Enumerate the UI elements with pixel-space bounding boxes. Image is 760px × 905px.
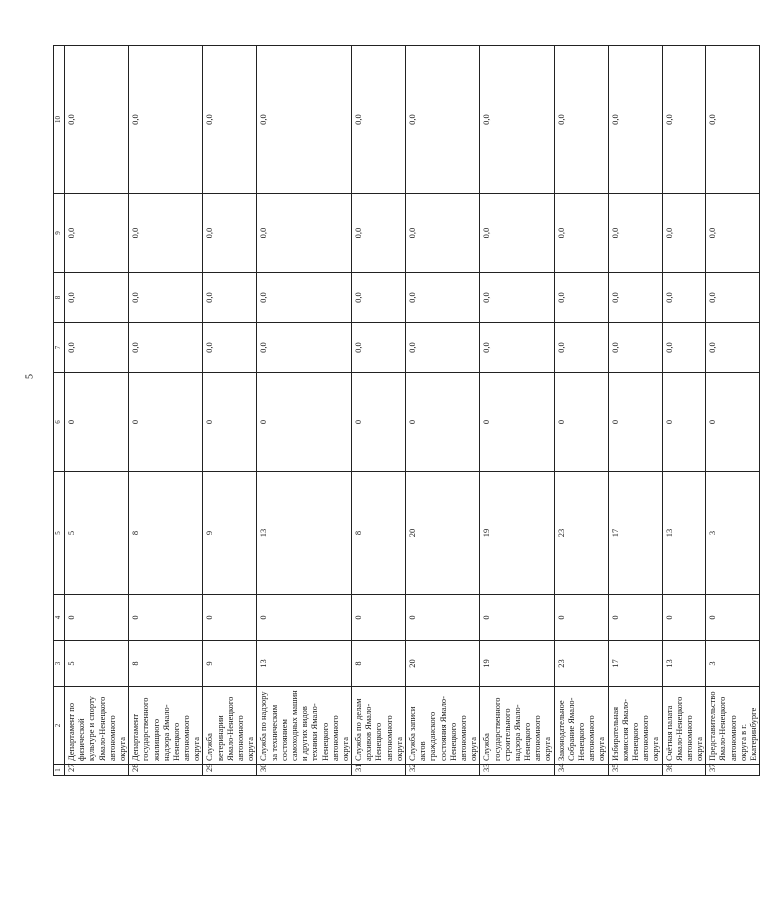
value-col-9: 0,0 bbox=[257, 194, 352, 273]
column-header: 4 bbox=[54, 595, 65, 641]
value-col-3: 9 bbox=[203, 641, 257, 687]
value-col-8: 0,0 bbox=[554, 273, 608, 323]
value-col-7: 0,0 bbox=[129, 323, 203, 373]
row-number: 35 bbox=[608, 765, 662, 776]
row-number: 34 bbox=[554, 765, 608, 776]
value-col-10: 0,0 bbox=[129, 46, 203, 194]
row-number: 33 bbox=[480, 765, 554, 776]
column-header: 8 bbox=[54, 273, 65, 323]
column-header: 7 bbox=[54, 323, 65, 373]
value-col-8: 0,0 bbox=[406, 273, 480, 323]
value-col-8: 0,0 bbox=[257, 273, 352, 323]
value-col-3: 3 bbox=[706, 641, 760, 687]
value-col-3: 13 bbox=[662, 641, 706, 687]
value-col-4: 0 bbox=[608, 595, 662, 641]
table-row bbox=[706, 46, 760, 776]
value-col-7: 0,0 bbox=[352, 323, 406, 373]
value-col-9: 0,0 bbox=[706, 194, 760, 273]
value-col-9: 0,0 bbox=[203, 194, 257, 273]
organization-name: Избирательная комиссия Ямало-Ненецкого автономного округа bbox=[608, 687, 662, 765]
value-col-7: 0,0 bbox=[257, 323, 352, 373]
organization-name: Служба по делам архивов Ямало-Ненецкого автономного округа bbox=[352, 687, 406, 765]
value-col-7: 0,0 bbox=[203, 323, 257, 373]
value-col-7: 0,0 bbox=[706, 323, 760, 373]
row-number: 27 bbox=[65, 765, 129, 776]
value-col-7: 0,0 bbox=[554, 323, 608, 373]
value-col-5: 23 bbox=[554, 472, 608, 595]
page-number: 5 bbox=[24, 374, 36, 379]
value-col-9: 0,0 bbox=[554, 194, 608, 273]
value-col-7: 0,0 bbox=[480, 323, 554, 373]
value-col-3: 5 bbox=[65, 641, 129, 687]
value-col-6: 0 bbox=[480, 373, 554, 472]
value-col-3: 8 bbox=[129, 641, 203, 687]
value-col-9: 0,0 bbox=[65, 194, 129, 273]
value-col-8: 0,0 bbox=[480, 273, 554, 323]
value-col-8: 0,0 bbox=[706, 273, 760, 323]
value-col-7: 0,0 bbox=[406, 323, 480, 373]
value-col-3: 13 bbox=[257, 641, 352, 687]
value-col-9: 0,0 bbox=[129, 194, 203, 273]
value-col-8: 0,0 bbox=[65, 273, 129, 323]
table-row bbox=[662, 46, 706, 776]
row-number: 28 bbox=[129, 765, 203, 776]
value-col-10: 0,0 bbox=[706, 46, 760, 194]
value-col-8: 0,0 bbox=[129, 273, 203, 323]
value-col-8: 0,0 bbox=[662, 273, 706, 323]
value-col-4: 0 bbox=[480, 595, 554, 641]
organization-name: Департамент государственного жилищного надзора Ямало-Ненецкого автономного округа bbox=[129, 687, 203, 765]
row-number: 30 bbox=[257, 765, 352, 776]
value-col-10: 0,0 bbox=[203, 46, 257, 194]
value-col-3: 19 bbox=[480, 641, 554, 687]
value-col-6: 0 bbox=[608, 373, 662, 472]
value-col-6: 0 bbox=[554, 373, 608, 472]
value-col-9: 0,0 bbox=[608, 194, 662, 273]
value-col-4: 0 bbox=[662, 595, 706, 641]
table-row bbox=[352, 46, 406, 776]
table-row bbox=[608, 46, 662, 776]
value-col-5: 20 bbox=[406, 472, 480, 595]
value-col-5: 3 bbox=[706, 472, 760, 595]
value-col-5: 8 bbox=[352, 472, 406, 595]
row-number: 36 bbox=[662, 765, 706, 776]
value-col-6: 0 bbox=[352, 373, 406, 472]
value-col-10: 0,0 bbox=[554, 46, 608, 194]
value-col-6: 0 bbox=[65, 373, 129, 472]
column-header: 9 bbox=[54, 194, 65, 273]
value-col-7: 0,0 bbox=[608, 323, 662, 373]
organization-name: Законодательное Собрание Ямало-Ненецкого автономного округа bbox=[554, 687, 608, 765]
table-row bbox=[480, 46, 554, 776]
organization-name: Служба ветеринарии Ямало-Ненецкого автономного округа bbox=[203, 687, 257, 765]
value-col-6: 0 bbox=[662, 373, 706, 472]
value-col-6: 0 bbox=[406, 373, 480, 472]
value-col-4: 0 bbox=[203, 595, 257, 641]
value-col-5: 17 bbox=[608, 472, 662, 595]
column-header: 2 bbox=[54, 687, 65, 765]
value-col-10: 0,0 bbox=[662, 46, 706, 194]
row-number: 31 bbox=[352, 765, 406, 776]
organization-name: Счётная палата Ямало-Ненецкого автономного округа bbox=[662, 687, 706, 765]
value-col-4: 0 bbox=[352, 595, 406, 641]
organization-name: Представительство Ямало-Ненецкого автономного округа в г. Екатеринбурге bbox=[706, 687, 760, 765]
value-col-5: 13 bbox=[257, 472, 352, 595]
column-number-row bbox=[54, 46, 65, 776]
organization-name: Служба по надзору за техническим состоянием самоходных машин и других видов техники Ямало-Ненецкого автономного округа bbox=[257, 687, 352, 765]
value-col-3: 8 bbox=[352, 641, 406, 687]
value-col-6: 0 bbox=[129, 373, 203, 472]
value-col-3: 17 bbox=[608, 641, 662, 687]
value-col-10: 0,0 bbox=[608, 46, 662, 194]
value-col-8: 0,0 bbox=[203, 273, 257, 323]
row-number: 32 bbox=[406, 765, 480, 776]
value-col-4: 0 bbox=[706, 595, 760, 641]
value-col-10: 0,0 bbox=[480, 46, 554, 194]
table-body bbox=[65, 46, 760, 776]
value-col-3: 23 bbox=[554, 641, 608, 687]
value-col-8: 0,0 bbox=[608, 273, 662, 323]
value-col-6: 0 bbox=[257, 373, 352, 472]
value-col-9: 0,0 bbox=[352, 194, 406, 273]
value-col-4: 0 bbox=[406, 595, 480, 641]
value-col-7: 0,0 bbox=[662, 323, 706, 373]
value-col-4: 0 bbox=[554, 595, 608, 641]
rotated-table-page bbox=[53, 46, 758, 776]
value-col-6: 0 bbox=[203, 373, 257, 472]
value-col-9: 0,0 bbox=[662, 194, 706, 273]
value-col-4: 0 bbox=[65, 595, 129, 641]
table-row bbox=[257, 46, 352, 776]
row-number: 29 bbox=[203, 765, 257, 776]
table-row bbox=[129, 46, 203, 776]
table-row bbox=[406, 46, 480, 776]
value-col-8: 0,0 bbox=[352, 273, 406, 323]
organization-name: Служба государственного строительного надзора Ямало-Ненецкого автономного округа bbox=[480, 687, 554, 765]
value-col-9: 0,0 bbox=[480, 194, 554, 273]
value-col-10: 0,0 bbox=[352, 46, 406, 194]
table-row bbox=[65, 46, 129, 776]
column-header: 3 bbox=[54, 641, 65, 687]
value-col-9: 0,0 bbox=[406, 194, 480, 273]
value-col-10: 0,0 bbox=[65, 46, 129, 194]
value-col-10: 0,0 bbox=[257, 46, 352, 194]
column-header: 1 bbox=[54, 765, 65, 776]
organization-name: Департамент по физической культуре и спорту Ямало-Ненецкого автономного округа bbox=[65, 687, 129, 765]
value-col-6: 0 bbox=[706, 373, 760, 472]
value-col-10: 0,0 bbox=[406, 46, 480, 194]
value-col-7: 0,0 bbox=[65, 323, 129, 373]
organization-name: Служба записи актов гражданского состояния Ямало-Ненецкого автономного округа bbox=[406, 687, 480, 765]
value-col-5: 19 bbox=[480, 472, 554, 595]
value-col-4: 0 bbox=[129, 595, 203, 641]
value-col-4: 0 bbox=[257, 595, 352, 641]
table-row bbox=[203, 46, 257, 776]
table-row bbox=[554, 46, 608, 776]
column-header: 10 bbox=[54, 46, 65, 194]
value-col-5: 9 bbox=[203, 472, 257, 595]
column-header: 5 bbox=[54, 472, 65, 595]
value-col-5: 5 bbox=[65, 472, 129, 595]
value-col-5: 13 bbox=[662, 472, 706, 595]
value-col-3: 20 bbox=[406, 641, 480, 687]
data-table bbox=[53, 45, 760, 776]
row-number: 37 bbox=[706, 765, 760, 776]
value-col-5: 8 bbox=[129, 472, 203, 595]
column-header: 6 bbox=[54, 373, 65, 472]
